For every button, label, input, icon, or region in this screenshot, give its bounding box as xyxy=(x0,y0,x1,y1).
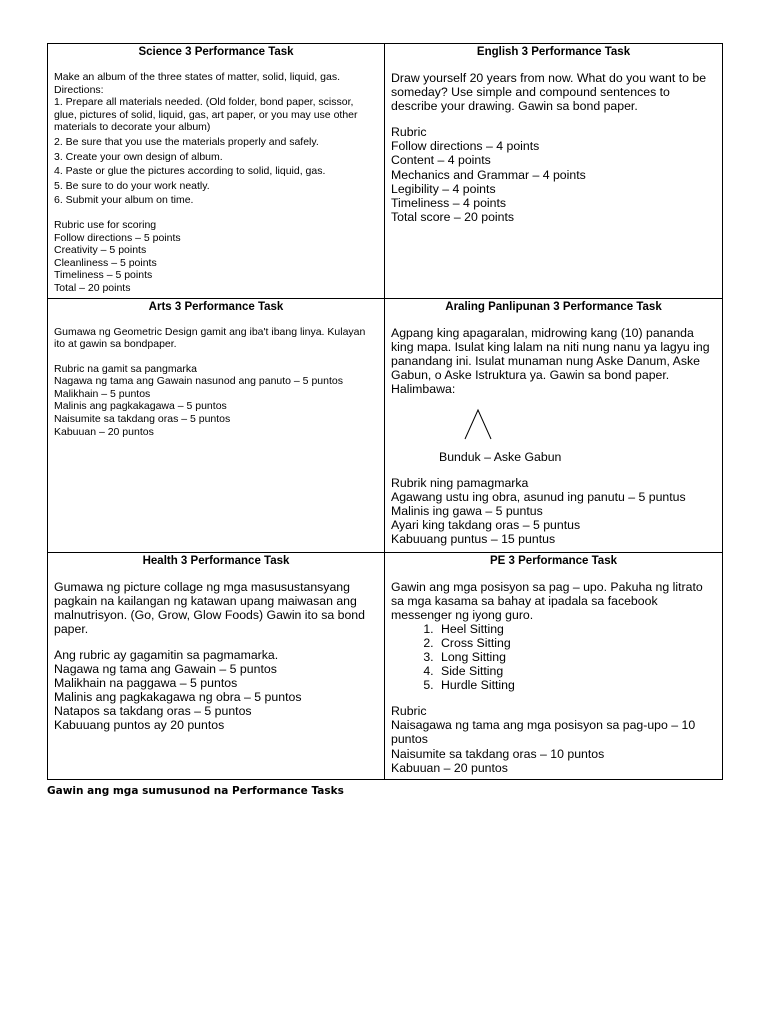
ap-body xyxy=(391,326,716,547)
arts-rubric-item: Nagawa ng tama ang Gawain nasunod ang panuto – 5 puntos xyxy=(54,375,343,388)
science-directions-label: Directions: xyxy=(54,83,104,96)
english-rubric-item: Follow directions – 4 points xyxy=(391,139,540,154)
health-rubric-item: Natapos sa takdang oras – 5 puntos xyxy=(54,704,252,719)
arts-rubric-item: Malikhain – 5 puntos xyxy=(54,387,151,400)
arts-intro: Gumawa ng Geometric Design gamit ang iba't ibang linya. Kulayan ito at gawin sa bondpaper. xyxy=(54,325,366,351)
science-step: 1. Prepare all materials needed. (Old folder, bond paper, scissor, glue, pictures of solid, liquid, gas, art paper, or you may use other materials to decorate your album) xyxy=(54,96,358,134)
arts-title: Arts 3 Performance Task xyxy=(148,300,284,313)
pe-rubric-item: Naisumite sa takdang oras – 10 puntos xyxy=(391,746,605,761)
performance-task-table xyxy=(47,43,723,780)
english-intro: Draw yourself 20 years from now. What do you want to be someday? Use simple and compound sentences to describe your drawing. Gawin sa bond paper. xyxy=(391,71,707,114)
science-rubric-item: Cleanliness – 5 points xyxy=(54,256,157,269)
health-title: Health 3 Performance Task xyxy=(142,554,290,567)
list-item: 4. Side Sitting xyxy=(437,664,716,678)
pe-rubric-item: Kabuuan – 20 puntos xyxy=(391,760,508,775)
footer-note: Gawin ang mga sumusunod na Performance Tasks xyxy=(47,785,344,797)
english-rubric-item: Legibility – 4 points xyxy=(391,181,496,196)
science-rubric-item: Total – 20 points xyxy=(54,281,131,294)
list-item: 1. Heel Sitting xyxy=(437,622,716,636)
science-step: 5. Be sure to do your work neatly. xyxy=(54,179,210,192)
science-step: 2. Be sure that you use the materials properly and safely. xyxy=(54,135,319,148)
english-rubric-item: Timeliness – 4 points xyxy=(391,195,507,210)
english-rubric-label: Rubric xyxy=(391,125,427,140)
english-rubric-item: Mechanics and Grammar – 4 points xyxy=(391,167,586,182)
ap-rubric-item: Kabuuang puntus – 15 puntus xyxy=(391,532,556,547)
arts-rubric-label: Rubric na gamit sa pangmarka xyxy=(54,362,197,375)
ap-rubric-label: Rubrik ning pamagmarka xyxy=(391,476,529,491)
science-intro: Make an album of the three states of matter, solid, liquid, gas. xyxy=(54,71,340,83)
science-rubric-item: Creativity – 5 points xyxy=(54,244,147,257)
arts-cell xyxy=(48,298,385,552)
pe-intro: Gawin ang mga posisyon sa pag – upo. Pakuha ng litrato sa mga kasama sa bahay at ipadala sa facebook messenger ng iyong guro. xyxy=(391,579,703,622)
health-rubric-item: Malikhain na paggawa – 5 puntos xyxy=(54,676,238,691)
list-item: 3. Long Sitting xyxy=(437,650,716,664)
science-rubric-item: Timeliness – 5 points xyxy=(54,269,153,282)
science-body xyxy=(54,71,378,295)
araling-panlipunan-cell xyxy=(385,298,723,552)
pe-body xyxy=(391,580,716,775)
health-body xyxy=(54,580,378,733)
pe-rubric-label: Rubric xyxy=(391,704,427,719)
ap-rubric-item: Ayari king takdang oras – 5 puntus xyxy=(391,518,581,533)
mountain-icon xyxy=(463,408,493,440)
english-rubric-item: Total score – 20 points xyxy=(391,209,515,224)
health-rubric-item: Malinis ang pagkakagawa ng obra – 5 puntos xyxy=(54,690,302,705)
ap-rubric-item: Malinis ing gawa – 5 puntus xyxy=(391,504,543,519)
english-rubric-item: Content – 4 points xyxy=(391,153,491,168)
pe-title: PE 3 Performance Task xyxy=(490,554,617,567)
arts-rubric-item: Kabuuan – 20 puntos xyxy=(54,425,154,438)
ap-rubric-item: Agawang ustu ing obra, asunud ing panutu – 5 puntus xyxy=(391,490,686,505)
science-cell xyxy=(48,44,385,299)
arts-rubric-item: Naisumite sa takdang oras – 5 puntos xyxy=(54,413,231,426)
health-rubric-item: Kabuuang puntos ay 20 puntos xyxy=(54,718,225,733)
arts-body xyxy=(54,326,378,439)
pe-rubric-item: Naisagawa ng tama ang mga posisyon sa pag-upo – 10 puntos xyxy=(391,718,696,747)
ap-example-label: Halimbawa: xyxy=(391,381,456,396)
ap-intro: Agpang king apagaralan, midrowing kang (10) pananda king mapa. Isulat king lalam na niti nung nanu ya lagyu ing panandang ini. Isulat munaman nung Aske Danum, Aske Gabun, o Aske Istruktura ya. Gawin sa bond paper. xyxy=(391,325,710,382)
ap-example-caption: Bunduk – Aske Gabun xyxy=(439,449,562,464)
health-cell xyxy=(48,552,385,779)
list-item: 5. Hurdle Sitting xyxy=(437,678,716,692)
pe-cell xyxy=(385,552,723,779)
english-cell xyxy=(385,44,723,299)
health-rubric-item: Nagawa ng tama ang Gawain – 5 puntos xyxy=(54,661,277,676)
science-rubric-item: Follow directions – 5 points xyxy=(54,231,181,244)
health-rubric-label: Ang rubric ay gagamitin sa pagmamarka. xyxy=(54,647,279,662)
science-step: 4. Paste or glue the pictures according to solid, liquid, gas. xyxy=(54,165,326,178)
arts-rubric-item: Malinis ang pagkakagawa – 5 puntos xyxy=(54,400,227,413)
science-step: 3. Create your own design of album. xyxy=(54,150,223,163)
ap-title: Araling Panlipunan 3 Performance Task xyxy=(445,300,662,313)
list-item: 2. Cross Sitting xyxy=(437,636,716,650)
science-step: 6. Submit your album on time. xyxy=(54,194,194,207)
english-title: English 3 Performance Task xyxy=(476,46,631,58)
pe-positions-list xyxy=(391,622,716,692)
science-rubric-label: Rubric use for scoring xyxy=(54,218,157,231)
science-title: Science 3 Performance Task xyxy=(138,46,294,58)
english-body xyxy=(391,71,716,224)
health-intro: Gumawa ng picture collage ng mga masusustansyang pagkain na kailangan ng katawan upang maiwasan ang malnutrisyon. (Go, Grow, Glow Foods) Gawin ito sa bond paper. xyxy=(54,579,365,636)
